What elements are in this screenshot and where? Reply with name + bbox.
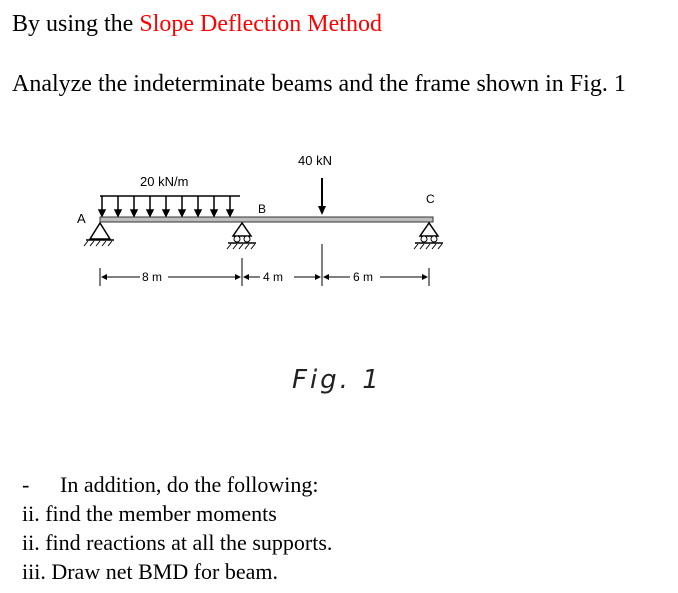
point-load-label: 40 kN <box>298 153 332 168</box>
heading-instruction <box>12 9 382 39</box>
task-bullet: - <box>22 472 30 497</box>
distributed-load <box>99 196 240 216</box>
task-intro-row <box>22 470 332 499</box>
support-c-roller <box>414 223 443 249</box>
task-intro: In addition, do the following: <box>60 472 319 497</box>
support-b-roller <box>227 223 256 249</box>
method-name: Slope Deflection Method <box>139 11 382 37</box>
task-list <box>22 470 332 586</box>
task-item: iii. Draw net BMD for beam. <box>22 559 278 584</box>
dimension-ab-label: 8 m <box>142 270 163 284</box>
point-load-arrow <box>318 178 326 215</box>
distributed-load-label: 20 kN/m <box>140 174 189 189</box>
dimension-b-load-label: 4 m <box>263 270 284 284</box>
support-c-label: C <box>426 192 435 206</box>
beam-member <box>100 217 433 222</box>
problem-statement: Analyze the indeterminate beams and the frame shown in Fig. 1 <box>12 71 626 97</box>
support-a-label: A <box>77 211 86 226</box>
heading-prefix: By using the <box>12 11 140 37</box>
task-item: ii. find the member moments <box>22 501 277 526</box>
beam-diagram <box>60 140 480 430</box>
support-a-pin <box>84 223 114 246</box>
dimension-load-c-label: 6 m <box>353 270 374 284</box>
task-item: ii. find reactions at all the supports. <box>22 530 333 555</box>
figure-caption: Fig. 1 <box>292 365 382 395</box>
support-b-label: B <box>258 202 267 216</box>
